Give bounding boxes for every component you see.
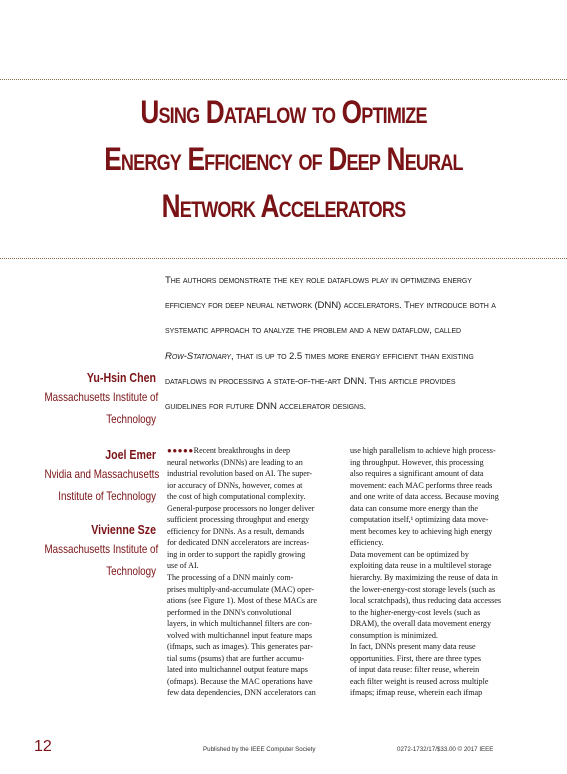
body-line: layers, in which multichannel filters are con- [167, 619, 312, 629]
abstract-line: efficiency for deep neural network (DNN) accelerators. They introduce both a [165, 300, 496, 312]
abstract-line: systematic approach to analyze the problem and a new dataflow, called [165, 325, 461, 337]
abstract-line: dataflows in processing a state-of-the-art DNN. This article provides [165, 375, 456, 387]
body-line: In fact, DNNs present many data reuse [350, 642, 476, 652]
author-affiliation: Technology [106, 412, 156, 426]
title-line: Energy Efficiency of Deep Neural [104, 141, 463, 177]
body-line: industrial revolution based on AI. The super- [167, 469, 313, 479]
body-line: opportunities. First, there are three types [350, 653, 482, 663]
author-affiliation: Massachusetts Institute of [44, 542, 159, 556]
body-line: also requires a significant amount of data [350, 469, 484, 479]
body-line: efficiency for DNNs. As a result, demands [167, 526, 305, 536]
abstract-line: The authors demonstrate the key role dataflows play in optimizing energy [165, 275, 472, 286]
author-name: Vivienne Sze [91, 523, 156, 537]
body-line: computation itself,¹ optimizing data move- [350, 515, 489, 525]
body-line: ifmaps; ifmap reuse, wherein each ifmap [350, 688, 483, 698]
author-affiliation: Institute of Technology [58, 489, 156, 503]
author-block [20, 447, 160, 507]
body-line: each filter weight is reused across multiple [350, 676, 489, 686]
body-line: data can consume more energy than the [350, 503, 478, 513]
body-line: volved with multichannel input feature maps [167, 630, 312, 640]
top-rule [0, 79, 567, 80]
author-block [20, 522, 159, 582]
footer-price: 0272-1732/17/$33.00 © 2017 IEEE [397, 746, 494, 753]
abstract-line-rest: , that is up to 2.5 times more energy efficient than existing [230, 350, 474, 362]
body-line: of input data reuse: filter reuse, wherein [350, 665, 480, 675]
author-block [20, 370, 159, 430]
body-line: (ifmaps, such as images). This generates par- [167, 642, 313, 652]
body-line: local scratchpads), thus reducing data accesses [350, 596, 502, 606]
author-affiliation: Nvidia and Massachusetts [44, 467, 160, 481]
abstract-line: guidelines for future DNN accelerator designs. [165, 401, 367, 413]
title-line: Network Accelerators [161, 188, 406, 224]
body-line: ations (see Figure 1). Most of these MACs are [167, 596, 317, 606]
body-line: neural networks (DNNs) are leading to an [167, 457, 303, 467]
author-name: Joel Emer [105, 448, 156, 462]
body-line: ing throughput. However, this processing [350, 457, 484, 467]
body-line: exploiting data reuse in a multilevel storage [350, 561, 492, 571]
footer-publisher: Published by the IEEE Computer Society [203, 746, 316, 753]
body-line: The processing of a DNN mainly com- [167, 573, 294, 583]
bottom-rule [0, 258, 567, 259]
body-line: few data dependencies, DNN accelerators can [167, 688, 316, 698]
body-line: prises multiply-and-accumulate (MAC) oper- [167, 584, 315, 594]
body-line: tial sums (psums) that are further accumu- [167, 653, 305, 663]
body-line: use high parallelism to achieve high process- [350, 446, 496, 455]
body-line: ior accuracy of DNNs, however, comes at [167, 480, 303, 490]
author-affiliation: Massachusetts Institute of [44, 390, 159, 404]
body-text: Recent breakthroughs in deep [193, 446, 291, 455]
body-line: for dedicated DNN accelerators are increas- [167, 538, 310, 548]
body-line [167, 445, 337, 457]
body-line: General-purpose processors no longer deliver [167, 503, 315, 513]
body-line: and one write of data access. Because moving [350, 492, 499, 502]
body-line: movement: each MAC performs three reads [350, 480, 493, 490]
title-line: Using Dataflow to Optimize [140, 94, 427, 130]
body-line: efficiency. [350, 538, 384, 548]
abstract-emphasis: Row-Stationary [165, 350, 231, 362]
body-line: (ofmaps). Because the MAC operations have [167, 676, 313, 686]
abstract-line [165, 344, 530, 369]
body-line: lated into multichannel output feature maps [167, 665, 308, 675]
body-line: DRAM), the overall data movement energy [350, 619, 492, 629]
body-line: the cost of high computational complexity. [167, 492, 306, 502]
author-name: Yu-Hsin Chen [86, 371, 156, 385]
article-title [67, 89, 499, 230]
author-affiliation: Technology [106, 564, 156, 578]
body-column-left [167, 445, 337, 699]
body-line: hierarchy. By maximizing the reuse of data in [350, 573, 498, 583]
body-line: the lower-energy-cost storage levels (such as [350, 584, 496, 594]
abstract [165, 268, 530, 419]
body-column-right [350, 445, 520, 699]
body-line: consumption is minimized. [350, 630, 438, 640]
body-line: ment becomes key to achieving high energy [350, 526, 493, 536]
page-number: 12 [34, 738, 52, 755]
section-marker: ●●●●● [167, 446, 194, 455]
body-line: Data movement can be optimized by [350, 549, 469, 559]
body-line: use of AI. [167, 561, 199, 571]
body-line: performed in the DNN's convolutional [167, 607, 292, 617]
body-line: sufficient processing throughput and energy [167, 515, 310, 525]
body-line: ing in order to support the rapidly growing [167, 549, 306, 559]
body-line: to the higher-energy-cost levels (such as [350, 607, 481, 617]
